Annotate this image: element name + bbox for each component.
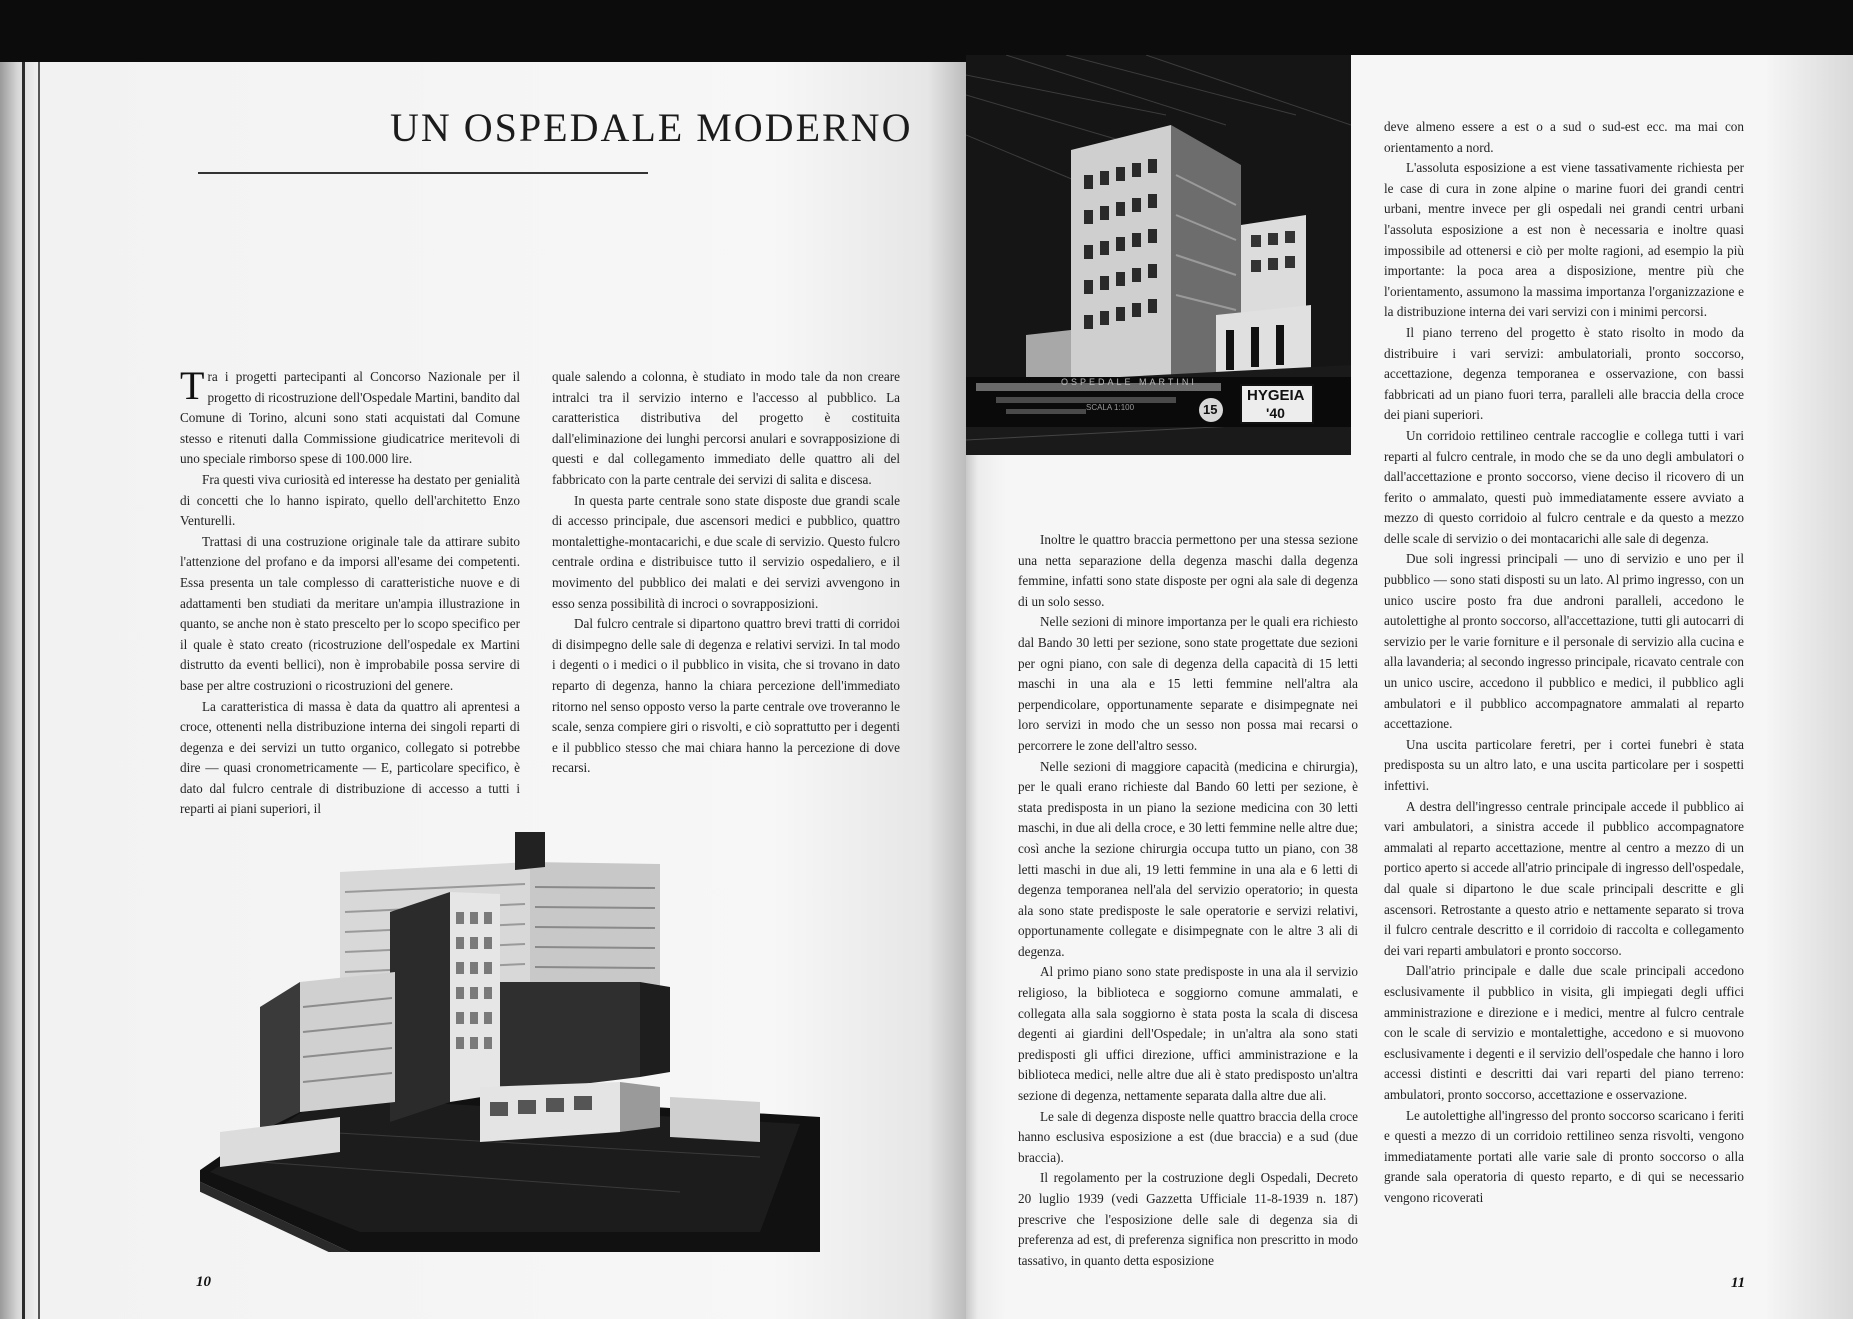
plate-scale: SCALA 1:100 bbox=[1086, 403, 1135, 412]
paragraph: Una uscita particolare feretri, per i cortei funebri è stata predisposta su un altro lato, e una uscita particolare per i sospetti infettivi. bbox=[1384, 736, 1744, 793]
right-text-column-1 bbox=[1018, 530, 1358, 1271]
paragraph: Un corridoio rettilineo centrale raccoglie e collega tutti i vari reparti al fulcro centrale, in modo che se da uno degli ambulatori o dall'accettazione e pronto soccorso, viene deciso il ricovero di un ferito o ammalato, questi può immediatamente essere avviato a mezzo di questo corridoio al fulcro centrale e da questo a mezzo delle scale di servizio o dei montacarichi alle sale di degenza. bbox=[1384, 427, 1744, 546]
paragraph: L'assoluta esposizione a est viene tassativamente richiesta per le case di cura in zone alpine o marine fuori dei grandi centri urbani, mentre invece per gli ospedali nei grandi centri urbani l'assoluta esposizione a est non è necessaria e inoltre quasi impossibile ad ottenersi e ciò per molte ragioni, ad esempio la più importante: la poca area a disposizione, mentre più che l'orientamento, assumono la massima importanza l'organizzazione e la distribuzione interna dei vari servizi con i minimi percorsi. bbox=[1384, 160, 1744, 320]
paragraph: Le autolettighe all'ingresso del pronto soccorso scaricano i feriti e questi a mezzo di un corridoio rettilineo senza risvolti, vengono immediatamente portati alle varie sale di pronto soccorso o alla grande sala operatoria di questo reparto, e di qui se necessario vengono ricoverati bbox=[1384, 1107, 1744, 1205]
paragraph: A destra dell'ingresso centrale principale accede il pubblico ai vari ambulatori, a sinistra accede il pubblico accompagnatore ammalati al reparto accettazione, mentre al centro a mezzo di un portico aperto si accede all'atrio principale di ingresso dell'ospedale, dal quale si dipartono le due scale principali descritte e gli ascensori. Retrostante a questo atrio e nettamente separato si trova il fulcro centrale descritto e il corridoio di raccolta e collegamento dei vari reparti ambulatori e pronto soccorso. bbox=[1384, 798, 1744, 958]
paragraph: Il regolamento per la costruzione degli Ospedali, Decreto 20 luglio 1939 (vedi Gazzetta Ufficiale 11-8-1939 n. 187) prescrive che l'esposizione delle sale di degenza sia di preferenza ad est, di preferenza significa non prescritto in modo tassativo, in quanto detta esposizione bbox=[1018, 1170, 1358, 1268]
left-text-column-2 bbox=[552, 367, 900, 779]
article-title: UN OSPEDALE MODERNO bbox=[390, 105, 913, 150]
paragraph: Nelle sezioni di maggiore capacità (medicina e chirurgia), per le quali erano richieste dal Bando 60 letti per sezione, è stata predisposta in un piano la sezione medicina con 30 letti maschi, in due ali della croce, e 30 letti femmine nelle altre due; così anche la sezione chirurgia occupa tutto un piano, con 38 letti maschi in due ali, 19 letti femmine in una ala e 6 letti di degenza temporanea nell'ala del servizio operatorio; in questa ala sono state predisposte le sale operatorie e servizi relativi, opportunamente collegate e disimpegnate con le altre 3 ali di degenza. bbox=[1018, 758, 1358, 959]
page-number: 10 bbox=[196, 1274, 211, 1290]
page-edge-line bbox=[38, 62, 40, 1319]
paragraph: Il piano terreno del progetto è stato risolto in modo da distribuire i vari servizi: ambulatoriali, pronto soccorso, accettazione, degenza temporanea e osservazione, con bassi fabbricati ad un piano fuori terra, paralleli alle braccia della croce dei piani superiori. bbox=[1384, 324, 1744, 423]
paragraph: Fra questi viva curiosità ed interesse ha destato per genialità di concetti che lo hanno ispirato, quello dell'architetto Enzo Venturelli. bbox=[180, 471, 520, 529]
plate-caption: OSPEDALE MARTINI bbox=[1061, 377, 1197, 387]
paragraph: Tra i progetti partecipanti al Concorso Nazionale per il progetto di ricostruzione dell'Ospedale Martini, bandito dal Comune di Torino, alcuni sono stati acquistati dal Comune stesso e ritenuti dalla Commissione giudicatrice meritevoli di uno speciale rimborso spese di 100.000 lire. bbox=[180, 363, 521, 467]
building-perspective-photo bbox=[966, 55, 1351, 455]
paragraph: Trattasi di una costruzione originale tale da attirare subito l'attenzione del profano e da imporsi all'esame dei competenti. Essa presenta un tale complesso di caratteristiche nuove e di adattamenti ben studiati da meritare un'ampia illustrazione in quanto, se anche non è stato prescelto per lo scopo specifico per il quale è stato creato (ricostruzione dell'ospedale ex Martini distrutto da eventi bellici), non è improbabile possa servire di base per altre costruzioni o ricostruzioni del genere. bbox=[180, 533, 520, 693]
plate-number: 15 bbox=[1203, 402, 1218, 417]
hospital-model-drawing bbox=[200, 832, 820, 1252]
paragraph: Inoltre le quattro braccia permettono per una stessa sezione una netta separazione della degenza maschi dalla degenza femmine, infatti sono state disposte per ogni ala sale di degenza di un solo sesso. bbox=[1018, 532, 1358, 609]
right-page bbox=[966, 55, 1853, 1319]
paragraph: Dall'atrio principale e dalle due scale principali accedono esclusivamente il pubblico in visita, gli impiegati degli uffici amministrazione e direzione e i medici, mentre al fulcro centrale con le scale di servizio e montalettighe, accedono e si muovono esclusivamente i degenti e il servizio dell'ospedale che hanno i loro accessi distinti e descritti dai vari reparti del piano terreno: ambulatori, pronto soccorso, accettazione e osservazione. bbox=[1384, 963, 1744, 1102]
paragraph: Dal fulcro centrale si dipartono quattro brevi tratti di corridoi di disimpegno delle sale di degenza e relativi servizi. In tal modo i degenti o i medici o il pubblico in visita, che si trovano in dato reparto di degenza, hanno la chiara percezione dell'immediato ritorno nel senso opposto verso la parte centrale ove troveranno le scale, senza compiere giri o risvolti, e ciò soprattutto per i degenti e il pubblico stesso che mai chiara hanno la percezione di dove recarsi. bbox=[552, 616, 900, 776]
left-text-column-1 bbox=[180, 363, 521, 820]
paragraph: In questa parte centrale sono state disposte due grandi scale di accesso principale, due ascensori medici e pubblico, quattro montalettighe-montacarichi, e due scale di servizio. Questo fulcro centrale ordina e distribuisce tutto il servizio ospedaliero, e il movimento del pubblico dei malati e dei servizi avvengono in esso senza possibilità di incroci o sovrapposizioni. bbox=[552, 492, 900, 611]
right-text-column-2 bbox=[1384, 117, 1744, 1208]
paragraph: quale salendo a colonna, è studiato in modo tale da non creare intralci tra il servizio interno e l'accesso al pubblico. La caratteristica distributiva del progetto è costituita dall'eliminazione dei lunghi percorsi anulari e sovrapposizione di questi e dal collegamento immediato delle quattro ali del fabbricato con la parte centrale dei servizi di salita e discesa. bbox=[552, 369, 900, 487]
left-page bbox=[0, 62, 966, 1319]
paragraph: Due soli ingressi principali — uno di servizio e uno per il pubblico — sono stati disposti su un lato. Al primo ingresso, con un unico uscire posto fra due androni paralleli, accedono le autolettighe al pronto soccorso, all'accettazione, tutti gli autocarri di servizio per le varie forniture e il personale di servizio alla cucina e alla lavanderia; al secondo ingresso principale, ricavato centrale con un unico uscire, accedono il pubblico e medici, il pubblico agli ambulatori e il pubblico accompagnatore ammalati al reparto accettazione. bbox=[1384, 551, 1744, 732]
paragraph: Al primo piano sono state predisposte in una ala il servizio religioso, la biblioteca e soggiorno comune ammalati, e collegata alla sala soggiorno è stata posta la scala di discesa degenti ai giardini dell'Ospedale; in un'altra ala sono stati predisposti gli uffici direzione, uffici amministrazione e la biblioteca medici, nelle altre due ali è stato predisposto un'altra sezione di degenza, nettamente separata dalla altre due ali. bbox=[1018, 964, 1358, 1104]
paragraph: deve almeno essere a est o a sud o sud-est ecc. ma mai con orientamento a nord. bbox=[1384, 119, 1744, 155]
paragraph: Nelle sezioni di minore importanza per le quali era richiesto dal Bando 30 letti per sezione, sono state progettate due sezioni per ogni piano, con sale di degenza della capacità di 15 letti maschi in una ala e 15 letti femmine nell'altra ala perpendicolare, opportunamente separate e disimpegnate nei loro servizi in modo che un sesso non possa mai recarsi o percorrere le zone dell'altro sesso. bbox=[1018, 614, 1358, 753]
paragraph: Le sale di degenza disposte nelle quattro braccia della croce hanno esclusiva esposizione a est (due braccia) e a sud (due braccia). bbox=[1018, 1108, 1358, 1165]
page-edge-line bbox=[22, 62, 25, 1319]
page-number: 11 bbox=[1731, 1275, 1746, 1291]
plate-year: '40 bbox=[1266, 405, 1285, 421]
title-rule bbox=[198, 172, 648, 174]
plate-brand: HYGEIA bbox=[1247, 387, 1305, 404]
hospital-model-photo bbox=[200, 832, 820, 1252]
dropcap: T bbox=[180, 363, 205, 408]
paragraph: La caratteristica di massa è data da quattro ali aprentesi a croce, ottenenti nella distribuzione interna dei singoli reparti di degenza e dei servizi un tutto organico, collegato si potrebbe dire — quasi cronometricamente — E, particolare specifico, è dato dal fulcro centrale di distribuzione di accesso a tutti i reparti ai piani superiori, il bbox=[180, 698, 520, 817]
